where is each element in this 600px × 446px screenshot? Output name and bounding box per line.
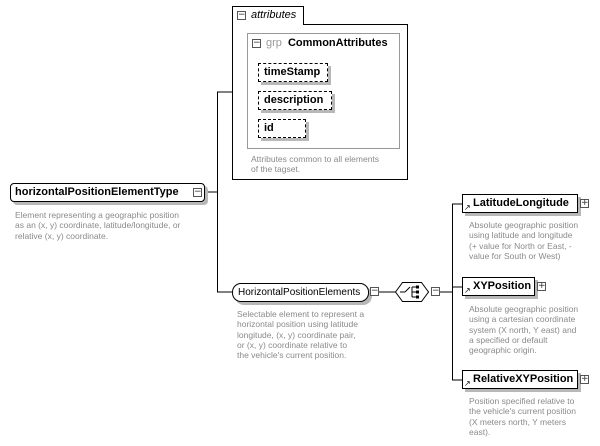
group-box[interactable] — [232, 283, 369, 302]
latitude-longitude-expand-icon[interactable]: + — [581, 198, 589, 208]
latitude-longitude-description: Absolute geographic position using latitude and longitude (+ value for North or East, - value for South or West) — [469, 220, 579, 261]
attribute-group-prefix: grp — [266, 37, 282, 49]
attributes-collapse-icon[interactable]: − — [238, 10, 246, 20]
group-collapse-icon[interactable]: − — [371, 286, 379, 296]
element-reference-arrow-icon: ↗ — [464, 379, 471, 388]
root-element-name: horizontalPositionElementType — [15, 186, 179, 198]
relative-xy-position-expand-icon[interactable]: + — [581, 374, 589, 384]
root-element-box[interactable] — [10, 183, 205, 202]
root-description: Element representing a geographic position as an (x, y) coordinate, latitude/longitude, or relative (x, y) coordinate. — [15, 210, 181, 241]
element-reference-arrow-icon: ↗ — [464, 203, 471, 212]
attribute-id[interactable]: id — [258, 119, 306, 138]
attribute-group-collapse-icon[interactable]: − — [253, 38, 261, 48]
choice-latitude-longitude[interactable]: LatitudeLongitude — [462, 194, 578, 213]
choice-relative-xy-position[interactable]: RelativeXYPosition — [462, 370, 578, 389]
group-name: HorizontalPositionElements — [238, 287, 361, 298]
attribute-description[interactable]: description — [258, 91, 332, 110]
attributes-tab[interactable] — [232, 6, 304, 25]
group-description: Selectable element to represent a horizontal position using latitude longitude, (x, y) coordinate pair, or (x, y) coordinate relative to the vehicle's current position. — [237, 309, 365, 361]
element-reference-arrow-icon: ↗ — [464, 286, 471, 295]
xy-position-expand-icon[interactable]: + — [538, 281, 546, 291]
attributes-description: Attributes common to all elements of the tagset. — [251, 154, 380, 175]
attribute-timestamp[interactable]: timeStamp — [258, 63, 328, 82]
choice-collapse-icon[interactable]: − — [432, 286, 440, 296]
choice-icon — [395, 282, 429, 302]
attribute-group-header — [266, 36, 388, 51]
choice-xy-position[interactable]: XYPosition — [462, 277, 535, 296]
xy-position-description: Absolute geographic position using a cartesian coordinate system (X north, Y east) and a specified or default geographic origin. — [469, 304, 579, 356]
relative-xy-position-description: Position specified relative to the vehicle's current position (X meters north, Y meters east). — [469, 396, 576, 437]
root-collapse-icon[interactable]: − — [194, 187, 202, 197]
attribute-group-name: CommonAttributes — [287, 37, 388, 49]
attributes-title: attributes — [251, 9, 297, 21]
